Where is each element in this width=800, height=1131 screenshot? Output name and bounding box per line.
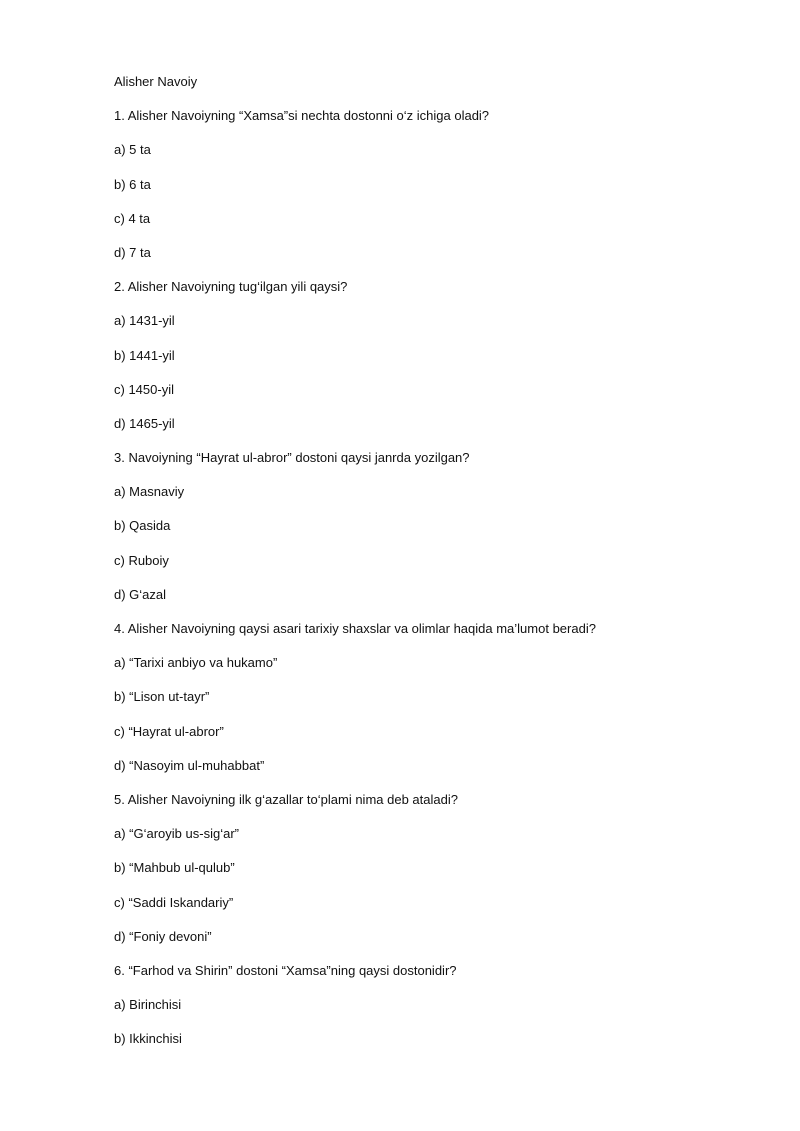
- question-6: 6. “Farhod va Shirin” dostoni “Xamsa”ning qaysi dostonidir?: [114, 962, 457, 978]
- question-3-option-c: c) Ruboiy: [114, 552, 169, 568]
- question-4-option-b: b) “Lison ut-tayr”: [114, 689, 210, 705]
- question-3-option-d: d) G‘azal: [114, 586, 167, 602]
- question-6-option-a: a) Birinchisi: [114, 997, 182, 1013]
- question-5-option-d: d) “Foniy devoni”: [114, 928, 212, 944]
- question-1-option-c: c) 4 ta: [114, 210, 151, 226]
- question-2-option-a: a) 1431-yil: [114, 313, 175, 329]
- question-3-option-a: a) Masnaviy: [114, 484, 185, 500]
- question-2: 2. Alisher Navoiyning tug‘ilgan yili qaysi?: [114, 279, 348, 295]
- question-2-option-c: c) 1450-yil: [114, 381, 174, 397]
- question-4: 4. Alisher Navoiyning qaysi asari tarixiy shaxslar va olimlar haqida ma’lumot beradi?: [114, 621, 596, 636]
- question-3: 3. Navoiyning “Hayrat ul-abror” dostoni qaysi janrda yozilgan?: [114, 450, 470, 466]
- question-4-option-c: c) “Hayrat ul-abror”: [114, 723, 224, 739]
- question-1-option-a: a) 5 ta: [114, 142, 151, 158]
- question-1: 1. Alisher Navoiyning “Xamsa”si nechta dostonni o‘z ichiga oladi?: [114, 108, 490, 124]
- question-2-option-b: b) 1441-yil: [114, 347, 175, 363]
- question-5-option-a: a) “G‘aroyib us-sig‘ar”: [114, 826, 239, 842]
- question-5-option-b: b) “Mahbub ul-qulub”: [114, 860, 235, 876]
- question-5-option-c: c) “Saddi Iskandariy”: [114, 894, 234, 910]
- document-title: Alisher Navoiy: [114, 74, 198, 89]
- question-6-option-b: b) Ikkinchisi: [114, 1031, 182, 1047]
- question-2-option-d: d) 1465-yil: [114, 415, 175, 431]
- document-body: [114, 73, 754, 1064]
- question-4-option-a: a) “Tarixi anbiyo va hukamo”: [114, 655, 278, 671]
- question-5: 5. Alisher Navoiyning ilk g‘azallar to‘plami nima deb ataladi?: [114, 791, 458, 807]
- question-4-option-d: d) “Nasoyim ul-muhabbat”: [114, 757, 265, 773]
- question-3-option-b: b) Qasida: [114, 518, 171, 534]
- question-1-option-b: b) 6 ta: [114, 176, 151, 192]
- question-1-option-d: d) 7 ta: [114, 244, 151, 260]
